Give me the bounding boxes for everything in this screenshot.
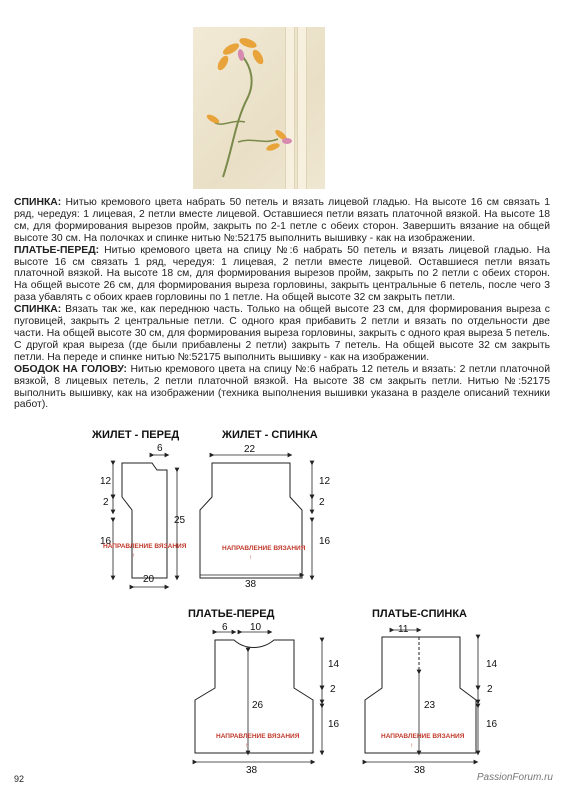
paragraph-back: СПИНКА: Нитью кремового цвета набрать 50 петель и вязать лицевой гладью. На высоте 16 см связать 1 ряд, чередуя: 1 лицевая, 2 петли вместе лицевой. Оставшиеся петли вязать платочной вязкой. На высоте 18 см, для формирования вырезов пройм, закрыть по 2-1 петле с обеих сторон. Завершить вязание на общей высоте 30 см. На полочках и спинке нитью №:52175 выполнить вышивку - как на изображении.: [14, 197, 550, 244]
vest-back-title: ЖИЛЕТ - СПИНКА: [222, 429, 318, 441]
dress-front-dim-38: 38: [246, 765, 258, 776]
vest-front-dim-20: 20: [143, 574, 155, 585]
dress-back-title: ПЛАТЬЕ-СПИНКА: [372, 608, 468, 620]
dress-front-dim-2: 2: [330, 684, 336, 695]
dress-front-direction: НАПРАВЛЕНИЕ ВЯЗАНИЯ: [216, 733, 300, 740]
vest-front-dim-25: 25: [174, 515, 186, 526]
svg-text:↑: ↑: [410, 742, 414, 749]
dress-back-dim-2: 2: [487, 684, 493, 695]
dress-front-dim-26: 26: [252, 700, 264, 711]
dress-back-dim-38: 38: [414, 765, 426, 776]
vest-front-dim-2: 2: [103, 497, 109, 508]
dress-front-dim-6: 6: [222, 622, 228, 633]
dress-front-dim-14: 14: [328, 659, 340, 670]
svg-text:↑: ↑: [245, 742, 249, 749]
vest-back-dim-2: 2: [319, 497, 325, 508]
paragraph-headband: ОБОДОК НА ГОЛОВУ: Нитью кремового цвета на спицу №:6 набрать 12 петель и вязать: 2 петли платочной вязкой, 8 лицевых петель, 2 петли платочной вязкой. На высоте 38 см закрыть петли. Нитью №:52175 выполнить вышивку, как на изображении (техника выполнения вышивки указана в разделе описаний техники работ).: [14, 363, 550, 411]
dress-front-dim-16: 16: [328, 719, 340, 730]
dress-back-dim-14: 14: [486, 659, 498, 670]
dress-back-dim-16: 16: [486, 719, 498, 730]
vest-front-title: ЖИЛЕТ - ПЕРЕД: [92, 429, 180, 441]
dress-back-dim-23: 23: [424, 700, 436, 711]
vest-front-dim-12: 12: [100, 476, 112, 487]
vest-front-dim-6: 6: [157, 443, 163, 454]
vest-front-direction: НАПРАВЛЕНИЕ ВЯЗАНИЯ: [103, 543, 187, 550]
vest-front-dim-16: 16: [100, 536, 112, 547]
paragraph-dress-back: СПИНКА: Вязать так же, как переднюю часть. Только на общей высоте 23 см, для формирования выреза с пуговицей, закрыть 2 центральные петли. С одного края прибавить 2 петли и вязать по отдельности две части. На общей высоте 30 см, для формирования выреза горловины, закрыть с одного края выреза 5 петель. С другой края выреза (где были прибавлены 2 петли) закрыть 7 петель. На общей высоте 32 см закрыть петли. На переде и спинке нитью №:52175 выполнить вышивку - как на изображении.: [14, 304, 550, 363]
paragraph-dress-front: ПЛАТЬЕ-ПЕРЕД: Нитью кремового цвета на спицу №:6 набрать 50 петель и вязать лицевой гладью. На высоте 16 см связать 1 ряд, чередуя: 1 лицевая, 2 петли вместе лицевой. Оставшиеся петли вязать платочной вязкой. На высоте 18 см, для формирования вырезов пройм, закрыть по 2 петли с обеих сторон. На общей высоте 26 см, для формирования выреза горловины, закрыть центральные 6 петель, после чего 3 раза убавлять с обоих краев горловины по 1 петле. На общей высоте 32 см закрыть петли.: [14, 244, 550, 304]
svg-text:↑: ↑: [132, 552, 136, 559]
dress-back-direction: НАПРАВЛЕНИЕ ВЯЗАНИЯ: [381, 733, 465, 740]
watermark: PassionForum.ru: [476, 772, 553, 783]
vest-back-direction: НАПРАВЛЕНИЕ ВЯЗАНИЯ: [222, 545, 306, 552]
vest-back-dim-12: 12: [319, 476, 331, 487]
vest-back-dim-38: 38: [245, 579, 257, 590]
svg-text:↑: ↑: [249, 554, 253, 561]
vest-back-dim-16: 16: [319, 536, 331, 547]
page-number: 92: [14, 774, 25, 784]
dress-back-dim-11: 11: [398, 624, 409, 635]
dress-front-title: ПЛАТЬЕ-ПЕРЕД: [188, 608, 275, 620]
vest-back-dim-22: 22: [244, 444, 256, 455]
dress-front-dim-10: 10: [250, 622, 262, 633]
